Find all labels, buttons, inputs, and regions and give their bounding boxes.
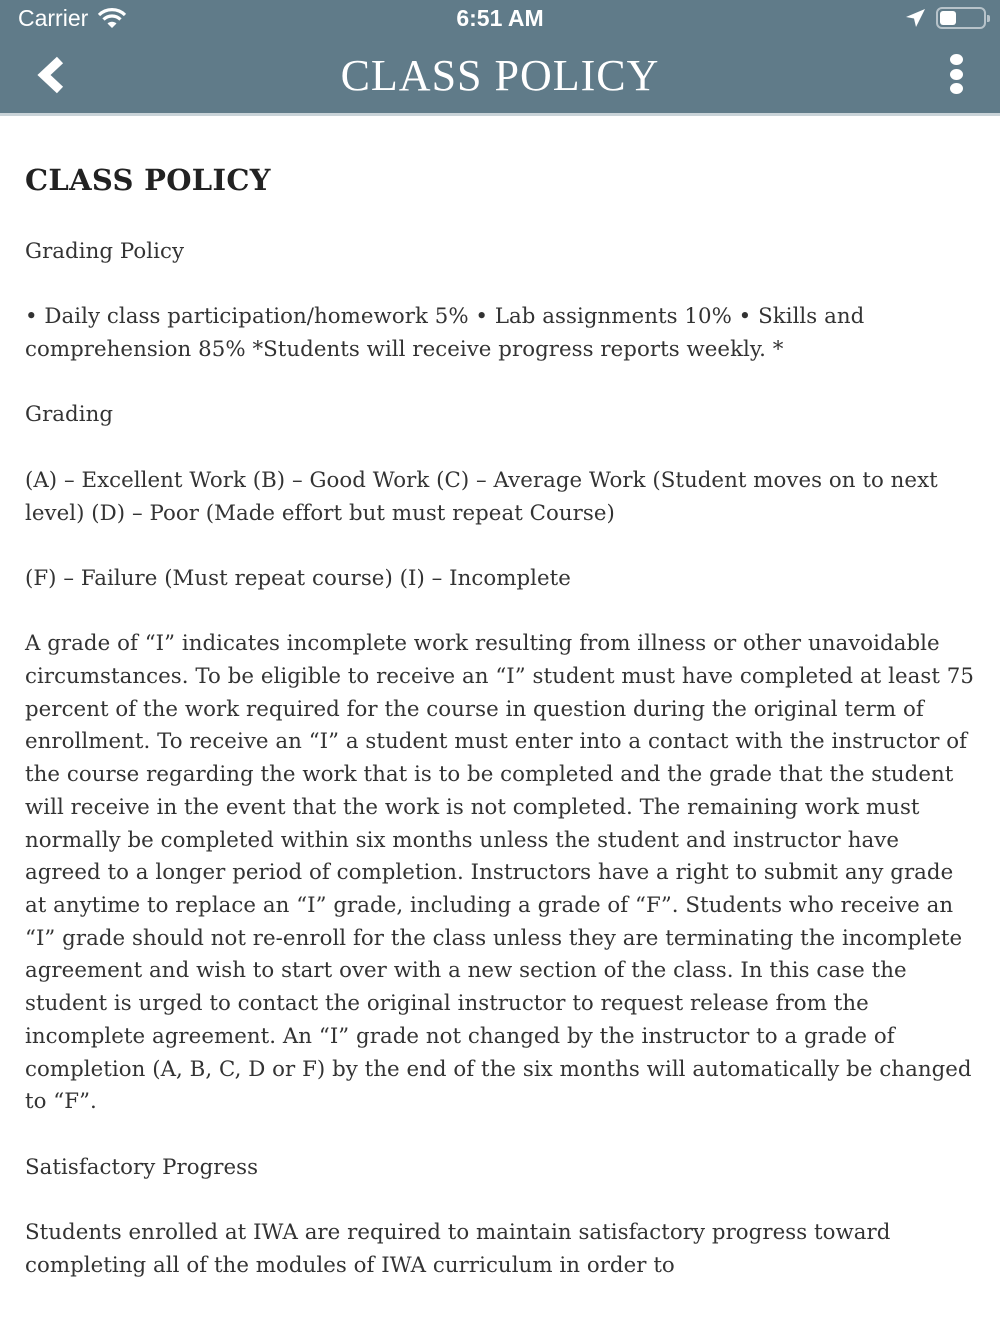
status-bar <box>0 0 1000 38</box>
section-label-satisfactory-progress: Satisfactory Progress <box>25 1154 259 1180</box>
status-icons <box>904 7 986 29</box>
location-arrow-icon <box>904 8 926 28</box>
satisfactory-progress-text: Students enrolled at IWA are required to maintain satisfactory progress toward completing all of the modules of IWA curriculum in order to <box>25 1219 891 1278</box>
incomplete-grade-policy-text: A grade of “I” indicates incomplete work resulting from illness or other unavoidable circumstances. To be eligible to receive an “I” student must have completed at least 75 percent of the work required for the course in question during the original term of enrollment. To receive an “I” a student must enter into a contact with the instructor of the course regarding the work that is to be completed and the grade that the student will receive in the event that the work is not completed. The remaining work must normally be completed within six months unless the student and instructor have agreed to a longer period of completion. Instructors have a right to submit any grade at anytime to replace an “I” grade, including a grade of “F”. Students who receive an “I” grade should not re-enroll for the class unless they are terminating the incomplete agreement and wish to start over with a new section of the class. In this case the student is urged to contact the original instructor to request release from the incomplete agreement. An “I” grade not changed by the instructor to a grade of completion (A, B, C, D or F) by the end of the six months will automatically be changed to “F”. <box>25 631 974 1115</box>
carrier-label: Carrier <box>18 5 89 31</box>
grade-scale-text: (A) – Excellent Work (B) – Good Work (C) – Average Work (Student moves on to next level) (D) – Poor (Made effort but must repeat Course) <box>25 467 938 526</box>
more-vertical-icon-dot <box>950 54 963 65</box>
section-label-grading-policy: Grading Policy <box>25 239 185 264</box>
grading-weights-text: • Daily class participation/homework 5% • Lab assignments 10% • Skills and comprehension 85% *Students will receive progress reports weekly. * <box>25 304 865 363</box>
navigation-bar <box>0 38 1000 114</box>
policy-content <box>25 160 975 1315</box>
battery-icon <box>936 7 986 29</box>
clock: 6:51 AM <box>456 5 544 31</box>
nav-title: CLASS POLICY <box>340 51 660 100</box>
battery-level <box>940 11 956 25</box>
more-options-button[interactable] <box>942 54 970 94</box>
more-vertical-icon-dot <box>950 83 963 94</box>
more-vertical-icon-dot <box>950 69 963 80</box>
section-label-grading: Grading <box>25 402 114 428</box>
grade-scale-text-2: (F) – Failure (Must repeat course) (I) – Incomplete <box>25 565 571 591</box>
top-bar <box>0 0 1000 116</box>
page-heading: CLASS POLICY <box>25 163 271 197</box>
